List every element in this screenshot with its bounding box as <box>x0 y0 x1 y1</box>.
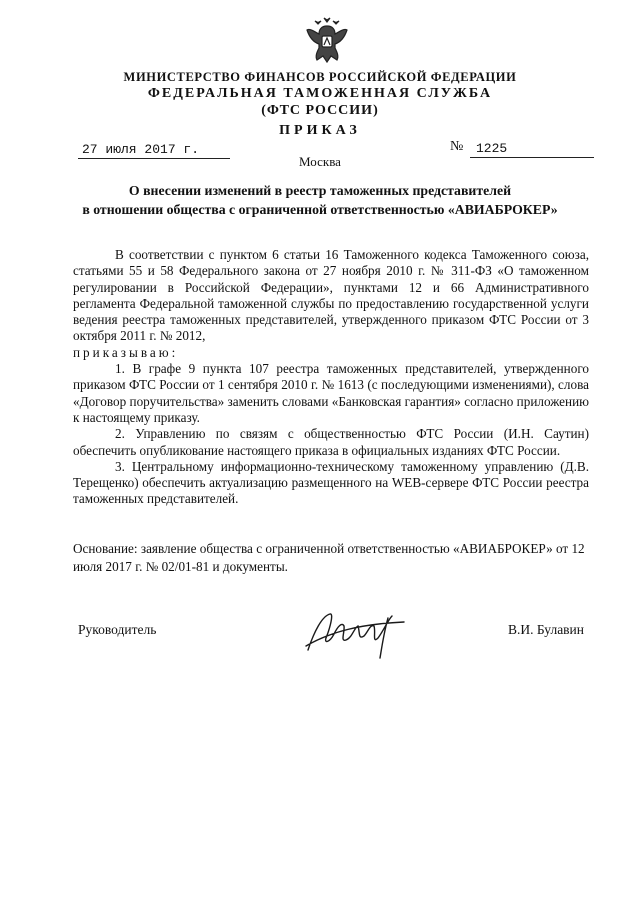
subject-line-1: О внесении изменений в реестр таможенных представителей <box>128 183 512 198</box>
preamble: В соответствии с пунктом 6 статьи 16 Таможенного кодекса Таможенного союза, статьями 55 и 58 Федерального закона от 27 ноября 2010 г. № 311-ФЗ «О таможенном регулировании в Российской Федерации», пунктами 12 и 66 Административного регламента Федеральной таможенной службы по предоставлению государственной услуги ведения реестра таможенных представителей, утвержденного приказом ФТС России от 3 октября 2011 г. № 2012, <box>73 247 589 344</box>
service-name: ФЕДЕРАЛЬНАЯ ТАМОЖЕННАЯ СЛУЖБА <box>147 86 493 101</box>
order-number: 1225 <box>470 141 594 158</box>
order-word: приказываю: <box>73 344 179 360</box>
number-sign: № <box>450 139 464 154</box>
signatory-name: В.И. Булавин <box>508 622 585 637</box>
order-subject <box>0 181 640 219</box>
order-item-1: 1. В графе 9 пункта 107 реестра таможенных представителей, утвержденного приказом ФТС России от 1 сентября 2010 г. № 1613 (с последующими изменениями), слова «Договор поручительства» заменить словами «Банковская гарантия» согласно приложению к настоящему приказу. <box>73 361 589 425</box>
order-body <box>73 247 589 508</box>
service-abbreviation: (ФТС РОССИИ) <box>261 103 379 118</box>
order-item-2: 2. Управлению по связям с общественностью ФТС России (И.Н. Саутин) обеспечить опубликование настоящего приказа в официальных изданиях ФТС России. <box>73 426 589 458</box>
city: Москва <box>299 154 341 169</box>
handwritten-signature-icon <box>300 602 410 662</box>
subject-line-2: в отношении общества с ограниченной ответственностью «АВИАБРОКЕР» <box>82 202 558 217</box>
coat-of-arms-icon <box>305 16 349 64</box>
signatory-position: Руководитель <box>78 622 157 637</box>
basis-note: Основание: заявление общества с ограниченной ответственностью «АВИАБРОКЕР» от 12 июля 2017 г. № 02/01-81 и документы. <box>73 541 585 574</box>
order-item-3: 3. Центральному информационно-техническому таможенному управлению (Д.В. Терещенко) обеспечить актуализацию размещенного на WEB-сервере ФТС России реестра таможенных представителей. <box>73 458 589 507</box>
ministry-name: МИНИСТЕРСТВО ФИНАНСОВ РОССИЙСКОЙ ФЕДЕРАЦИИ <box>123 70 517 84</box>
order-date: 27 июля 2017 г. <box>78 142 230 159</box>
document-type: ПРИКАЗ <box>279 123 361 138</box>
